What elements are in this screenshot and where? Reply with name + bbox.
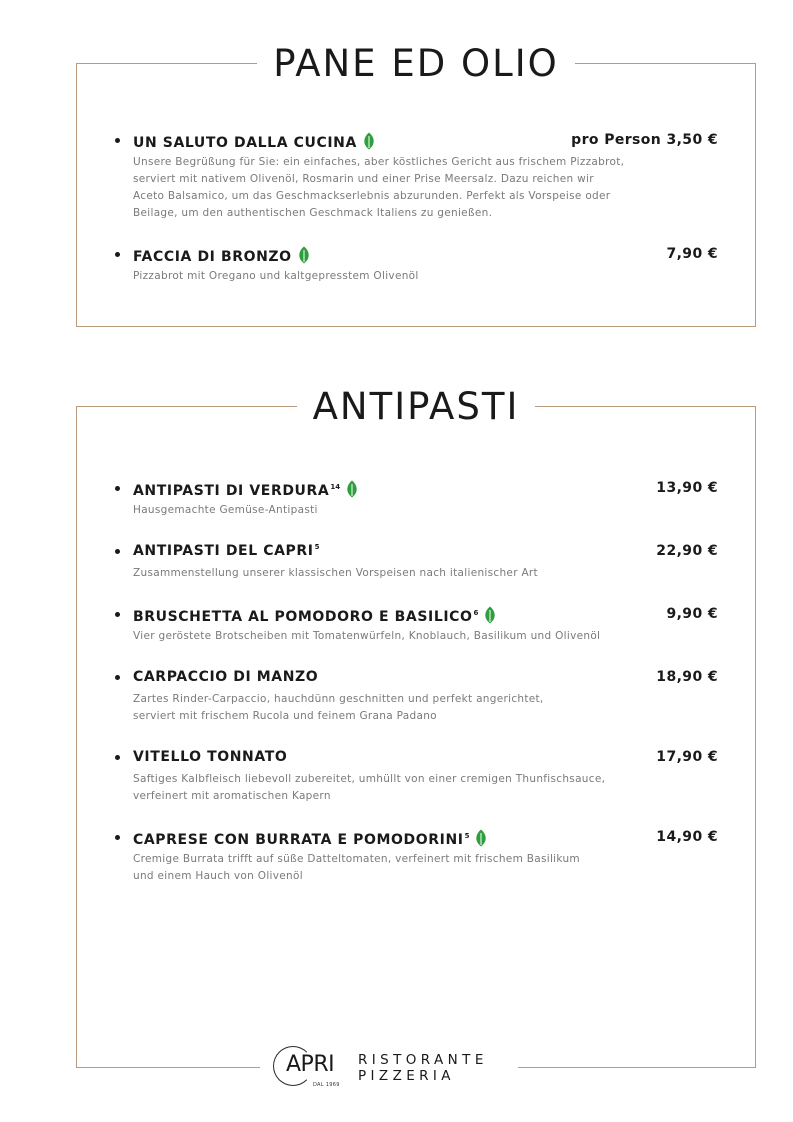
item-name: CAPRESE CON BURRATA E POMODORINI$^5$	[133, 829, 488, 848]
description-line: und einem Hauch von Olivenöl	[133, 870, 303, 882]
item-price: 7,90 €	[666, 246, 718, 262]
item-description	[133, 268, 653, 285]
menu-item	[77, 480, 755, 516]
item-price: 22,90 €	[656, 543, 718, 559]
leaf-icon	[345, 480, 359, 498]
leaf-icon	[362, 132, 376, 150]
item-name: VITELLO TONNATO	[133, 749, 288, 765]
item-price: 13,90 €	[656, 480, 718, 496]
restaurant-logo	[260, 1044, 518, 1094]
description-line: Unsere Begrüßung für Sie: ein einfaches, aber köstliches Gericht aus frischem Pizzabrot,	[133, 156, 625, 168]
item-name: UN SALUTO DALLA CUCINA	[133, 132, 376, 151]
section-title: PANE ED OLIO	[257, 42, 574, 85]
item-description	[133, 771, 653, 805]
section-antipasti	[76, 385, 756, 1068]
bullet-dot	[115, 138, 120, 143]
item-description	[133, 502, 653, 519]
item-description	[133, 565, 653, 582]
allergen-superscript: 5	[464, 832, 470, 840]
logo-line-ristorante: RISTORANTE	[358, 1052, 488, 1068]
logo-since: DAL 1969	[313, 1082, 340, 1088]
item-price: pro Person 3,50 €	[571, 132, 718, 148]
description-line: serviert mit frischem Rucola und feinem Grana Padano	[133, 710, 437, 722]
bullet-dot	[115, 252, 120, 257]
menu-item	[77, 606, 755, 642]
item-name: FACCIA DI BRONZO	[133, 246, 311, 265]
leaf-icon	[483, 606, 497, 624]
description-line: Beilage, um den authentischen Geschmack Italiens zu genießen.	[133, 207, 493, 219]
section-title: ANTIPASTI	[297, 385, 536, 428]
section-pane-ed-olio	[76, 42, 756, 327]
item-description	[133, 628, 653, 645]
item-description	[133, 154, 653, 222]
leaf-icon	[297, 246, 311, 264]
menu-item	[77, 246, 755, 282]
allergen-superscript: 6	[473, 609, 479, 617]
bullet-dot	[115, 675, 120, 680]
description-line: Cremige Burrata trifft auf süße Datteltomaten, verfeinert mit frischem Basilikum	[133, 853, 580, 865]
logo-brand: APRI	[286, 1052, 335, 1077]
item-description	[133, 851, 653, 885]
item-price: 9,90 €	[666, 606, 718, 622]
description-line: Pizzabrot mit Oregano und kaltgepresstem Olivenöl	[133, 270, 419, 282]
description-line: verfeinert mit aromatischen Kapern	[133, 790, 331, 802]
bullet-dot	[115, 835, 120, 840]
description-line: Hausgemachte Gemüse-Antipasti	[133, 504, 318, 516]
menu-item	[77, 543, 755, 579]
item-name: ANTIPASTI DEL CAPRI$^5$	[133, 543, 320, 559]
bullet-dot	[115, 549, 120, 554]
bullet-dot	[115, 612, 120, 617]
menu-item	[77, 132, 755, 219]
menu-item	[77, 829, 755, 882]
item-name: ANTIPASTI DI VERDURA$^{14}$	[133, 480, 359, 499]
description-line: Zusammenstellung unserer klassischen Vorspeisen nach italienischer Art	[133, 567, 538, 579]
description-line: Zartes Rinder-Carpaccio, hauchdünn geschnitten und perfekt angerichtet,	[133, 693, 544, 705]
description-line: serviert mit nativem Olivenöl, Rosmarin und einer Prise Meersalz. Dazu reichen wir	[133, 173, 594, 185]
logo-line-pizzeria: PIZZERIA	[358, 1068, 455, 1084]
item-price: 18,90 €	[656, 669, 718, 685]
allergen-superscript: 14	[330, 483, 341, 491]
allergen-superscript: 5	[314, 543, 320, 551]
item-name: CARPACCIO DI MANZO	[133, 669, 319, 685]
description-line: Aceto Balsamico, um das Geschmackserlebnis abzurunden. Perfekt als Vorspeise oder	[133, 190, 611, 202]
item-price: 14,90 €	[656, 829, 718, 845]
menu-item	[77, 669, 755, 722]
item-name: BRUSCHETTA AL POMODORO E BASILICO$^6$	[133, 606, 497, 625]
bullet-dot	[115, 755, 120, 760]
description-line: Vier geröstete Brotscheiben mit Tomatenwürfeln, Knoblauch, Basilikum und Olivenöl	[133, 630, 601, 642]
item-price: 17,90 €	[656, 749, 718, 765]
leaf-icon	[474, 829, 488, 847]
item-description	[133, 691, 653, 725]
description-line: Saftiges Kalbfleisch liebevoll zubereitet, umhüllt von einer cremigen Thunfischsauce,	[133, 773, 606, 785]
menu-item	[77, 749, 755, 802]
bullet-dot	[115, 486, 120, 491]
